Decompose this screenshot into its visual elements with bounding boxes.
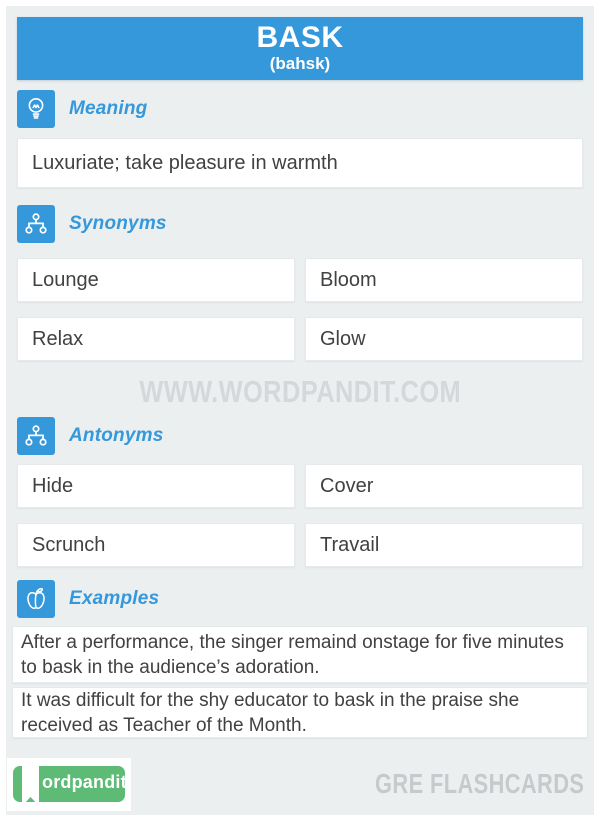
- meaning-section-label: Meaning: [69, 98, 148, 119]
- examples-section-label: Examples: [69, 588, 160, 609]
- brand-label: [316, 768, 584, 800]
- word-title: BASK: [256, 21, 344, 54]
- synonym-item: [17, 258, 295, 302]
- antonym-item: [305, 523, 583, 567]
- example-sentence-box: [12, 626, 588, 683]
- lightbulb-icon: [17, 90, 55, 128]
- sitemap-icon: [17, 205, 55, 243]
- synonyms-section-header: [17, 205, 167, 243]
- watermark: [6, 374, 594, 410]
- synonym-item: [305, 258, 583, 302]
- wordpandit-logo: [7, 758, 131, 811]
- antonym-item: [17, 464, 295, 508]
- antonym-text: Travail: [320, 533, 380, 556]
- logo-text: ordpandit: [42, 772, 127, 792]
- antonym-item: [305, 464, 583, 508]
- logo-green-box: [13, 766, 125, 802]
- meaning-text-box: [17, 138, 583, 188]
- meaning-section-header: [17, 90, 147, 128]
- antonym-item: [17, 523, 295, 567]
- examples-section-header: [17, 580, 159, 618]
- antonyms-section-label: Antonyms: [69, 425, 164, 446]
- sitemap-icon: [17, 417, 55, 455]
- synonyms-section-label: Synonyms: [69, 213, 167, 234]
- antonym-text: Hide: [32, 474, 74, 497]
- synonym-text: Lounge: [32, 268, 99, 291]
- synonym-item: [17, 317, 295, 361]
- synonym-text: Glow: [320, 327, 366, 350]
- synonym-text: Bloom: [320, 268, 377, 291]
- brand-text: GRE FLASHCARDS: [374, 768, 584, 799]
- bookmark-ribbon-icon: [22, 759, 39, 806]
- antonyms-grid: [17, 464, 583, 567]
- synonym-item: [305, 317, 583, 361]
- antonyms-section-header: [17, 417, 164, 455]
- word-header: [17, 17, 583, 80]
- synonym-text: Relax: [32, 327, 84, 350]
- watermark-text: WWW.WORDPANDIT.COM: [139, 374, 461, 409]
- apple-icon: [17, 580, 55, 618]
- meaning-text: Luxuriate; take pleasure in warmth: [32, 151, 338, 174]
- word-pronunciation: (bahsk): [269, 54, 331, 73]
- example-sentence: After a performance, the singer remaind onstage for five minutes to bask in the audience’s adoration.: [21, 631, 564, 678]
- synonyms-grid: [17, 258, 583, 361]
- flashcard: [6, 6, 594, 815]
- antonym-text: Cover: [320, 474, 374, 497]
- example-sentence-box: [12, 687, 588, 738]
- antonym-text: Scrunch: [32, 533, 106, 556]
- example-sentence: It was difficult for the shy educator to bask in the praise she received as Teacher of the Month.: [21, 689, 520, 736]
